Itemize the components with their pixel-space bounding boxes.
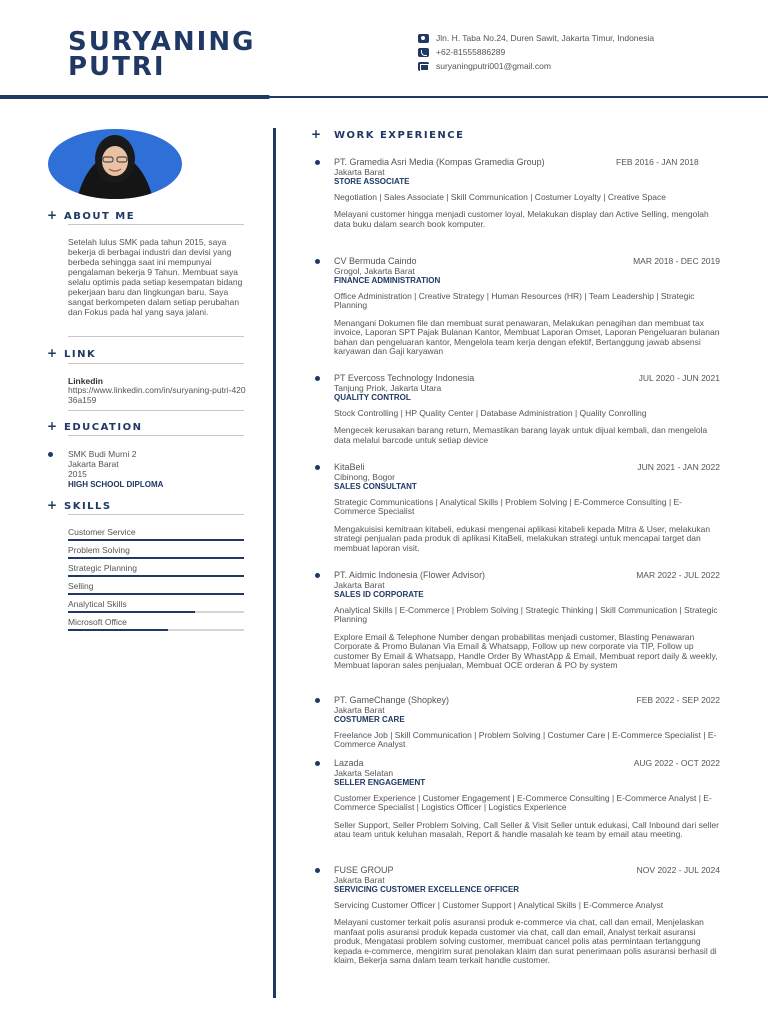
link-rule xyxy=(68,363,244,364)
job-entry xyxy=(334,257,720,357)
about-heading: + ABOUT ME xyxy=(47,208,136,222)
last-name: PUTRI xyxy=(68,52,166,82)
job-role: SALES CONSULTANT xyxy=(334,482,417,491)
job-location: Jakarta Barat xyxy=(334,166,385,177)
skills-rule xyxy=(68,514,244,515)
location-pin-icon xyxy=(418,34,429,43)
job-role: QUALITY CONTROL xyxy=(334,393,411,402)
job-role: SERVICING CUSTOMER EXCELLENCE OFFICER xyxy=(334,885,520,894)
work-experience-heading: + WORK EXPERIENCE xyxy=(311,127,465,141)
job-description: Explore Email & Telephone Number dengan probabilitas menjadi customer, Blasting Penawaran Corporate & Promo Bulanan Via Email & Whatsapp, Follow up new corporate via TIP, Follow up customer By Email & Whatsapp, Handle Order By WhastApp & Email, Membuat report daily & weekly, Membuat laporan sales penjualan, Membuat OCE orderan & PO by system xyxy=(334,631,718,670)
skills-heading: + SKILLS xyxy=(47,498,112,512)
job-location: Jakarta Barat xyxy=(334,579,385,590)
contact-email xyxy=(418,61,718,71)
contact-address xyxy=(418,33,718,43)
education-heading: + EDUCATION xyxy=(47,419,143,433)
job-bullet-icon xyxy=(315,761,320,766)
link-bottom-rule xyxy=(68,410,244,411)
job-company: PT Evercoss Technology Indonesia xyxy=(334,373,475,383)
job-skills: Customer Experience | Customer Engagement | E-Commerce Consulting | E-Commerce Analyst | E-Commerce Specialist | Logistics Officer | Logistics Experience xyxy=(334,792,712,812)
school-city: Jakarta Barat xyxy=(68,459,119,469)
job-bullet-icon xyxy=(315,868,320,873)
job-date: NOV 2022 - JUL 2024 xyxy=(636,865,720,875)
job-skills: Negotiation | Sales Associate | Skill Communication | Costumer Loyalty | Creative Space xyxy=(334,191,666,202)
about-bottom-rule xyxy=(68,336,244,337)
job-date: FEB 2022 - SEP 2022 xyxy=(636,695,720,705)
plus-icon: + xyxy=(47,208,59,222)
job-skills: Stock Controlling | HP Quality Center | Database Administration | Quality Conrolling xyxy=(334,407,647,418)
contact-block xyxy=(418,33,718,75)
job-description: Mengecek kerusakan barang return, Memastikan barang layak untuk dijual kembali, dan mengelola data melalui barcode untuk setiap device xyxy=(334,425,708,445)
job-description: Melayani customer hingga menjadi customer loyal, Melakukan display dan Active Selling, mengolah data buku dalam search book komputer. xyxy=(334,209,709,229)
column-divider xyxy=(273,128,276,998)
link-heading: + LINK xyxy=(47,346,97,360)
email-text: suryaningputri001@gmail.com xyxy=(436,61,551,71)
about-rule xyxy=(68,224,244,225)
plus-icon: + xyxy=(311,127,323,141)
job-description: Menangani Dokumen file dan membuat surat penawaran, Melakukan penagihan dan membuat tax invoice, Laporan SPT Pajak Bulanan Kantor, Membuat Laporan Omset, Laporan Pengeluaran bulanan bahan dan pengeluaran kantor, Mengelola team kerja dengan efektif, Bertanggung jawab absensi karyawan dan Gaji karyawan xyxy=(334,317,720,356)
education-rule xyxy=(68,435,244,436)
job-date: JUN 2021 - JAN 2022 xyxy=(637,462,720,472)
job-company: CV Bermuda Caindo xyxy=(334,256,417,266)
job-skills: Office Administration | Creative Strategy | Human Resources (HR) | Team Leadership | Strategic Planning xyxy=(334,290,695,310)
job-date: AUG 2022 - OCT 2022 xyxy=(633,758,720,768)
job-bullet-icon xyxy=(315,259,320,264)
job-bullet-icon xyxy=(315,573,320,578)
job-company: KitaBeli xyxy=(334,462,365,472)
job-entry xyxy=(334,463,720,553)
skill-item: Problem Solving xyxy=(68,545,244,563)
job-role: COSTUMER CARE xyxy=(334,715,405,724)
plus-icon: + xyxy=(47,419,59,433)
job-entry xyxy=(334,158,720,229)
job-location: Grogol, Jakarta Barat xyxy=(334,265,415,276)
job-description: Melayani customer terkait polis asuransi produk e-commerce via chat, call dan email, Menjelaskan manfaat polis asuransi produk kepada customer via chat, call dan email, Analyst terkait asuransi produk, Mengatasi problem solving customer, membuat cancel polis atas permintaan tertanggung kepada e-commerce, mengirim surat penolakan klaim dan surat penerimaan polis asuransi berhasil di klaim, Bekerja sama dalam team terkait handle customer. xyxy=(334,917,717,965)
job-entry xyxy=(334,571,720,671)
job-company: PT. Aidmic Indonesia (Flower Advisor) xyxy=(334,570,486,580)
skills-list xyxy=(68,527,244,635)
plus-icon: + xyxy=(47,498,59,512)
skill-item: Selling xyxy=(68,581,244,599)
education-entry xyxy=(68,449,248,490)
job-date: FEB 2016 - JAN 2018 xyxy=(616,157,699,167)
contact-phone xyxy=(418,47,718,57)
degree: HIGH SCHOOL DIPLOMA xyxy=(68,480,164,489)
school-name: SMK Budi Murni 2 xyxy=(68,449,137,459)
job-skills: Strategic Communications | Analytical Skills | Problem Solving | E-Commerce Consulting | E-Commerce Specialist xyxy=(334,496,683,516)
graduation-year: 2015 xyxy=(68,469,87,479)
job-company: PT. GameChange (Shopkey) xyxy=(334,695,450,705)
job-company: PT. Gramedia Asri Media (Kompas Gramedia Group) xyxy=(334,157,545,167)
job-location: Jakarta Barat xyxy=(334,874,385,885)
plus-icon: + xyxy=(47,346,59,360)
job-description: Seller Support, Seller Problem Solving, Call Seller & Visit Seller untuk edukasi, Call Inbound dari seller atau team untuk keluhan masalah, Report & handle masalah ke team by email atau meeting. xyxy=(334,819,719,839)
email-icon xyxy=(418,62,429,71)
education-bullet-icon xyxy=(48,452,53,457)
job-bullet-icon xyxy=(315,376,320,381)
job-entry xyxy=(334,759,720,840)
job-location: Cibinong, Bogor xyxy=(334,471,395,482)
skill-item: Analytical Skills xyxy=(68,599,244,617)
job-date: MAR 2022 - JUL 2022 xyxy=(636,570,720,580)
linkedin-label: Linkedin xyxy=(68,376,103,386)
skill-item: Customer Service xyxy=(68,527,244,545)
job-skills: Servicing Customer Officer | Customer Support | Analytical Skills | E-Commerce Analyst xyxy=(334,899,664,910)
phone-icon xyxy=(418,48,429,57)
phone-text: +62-81555886289 xyxy=(436,47,506,57)
job-date: JUL 2020 - JUN 2021 xyxy=(638,373,720,383)
job-description: Mengakuisisi kemitraan kitabeli, edukasi mengenai aplikasi kitabeli kepada Mitra & User, melakukan strategi penjualan pada produk di aplikasi KitaBeli, melakukan strategi untuk mencapai target dan membuat laporan visit. xyxy=(334,523,711,553)
job-entry xyxy=(334,696,720,750)
job-entry xyxy=(334,374,720,445)
job-skills: Freelance Job | Skill Communication | Problem Solving | Costumer Care | E-Commerce Specialist | E-Commerce Analyst xyxy=(334,729,717,749)
job-location: Tanjung Priok, Jakarta Utara xyxy=(334,382,442,393)
job-company: FUSE GROUP xyxy=(334,865,394,875)
candidate-name xyxy=(68,27,256,82)
job-role: SALES ID CORPORATE xyxy=(334,590,424,599)
job-role: FINANCE ADMINISTRATION xyxy=(334,276,441,285)
job-date: MAR 2018 - DEC 2019 xyxy=(633,256,720,266)
job-bullet-icon xyxy=(315,160,320,165)
job-role: STORE ASSOCIATE xyxy=(334,177,410,186)
skill-item: Strategic Planning xyxy=(68,563,244,581)
job-bullet-icon xyxy=(315,465,320,470)
header-divider xyxy=(0,96,768,98)
about-text: Setelah lulus SMK pada tahun 2015, saya bekerja di berbagai industri dan devisi yang berbeda sehingga saat ini mempunyai pengalaman bekerja 9 Tahun. Membuat saya selalu optimis pada setiap kesempatan bidang pekerjaan baru dan lingkungan baru. Saya sangat berkompeten dalam setiap perubahan dan Fokus pada hal yang saya jalani. xyxy=(68,237,243,317)
job-location: Jakarta Barat xyxy=(334,704,385,715)
job-skills: Analytical Skills | E-Commerce | Problem Solving | Strategic Thinking | Skill Communication | Strategic Planning xyxy=(334,604,718,624)
job-bullet-icon xyxy=(315,698,320,703)
job-location: Jakarta Selatan xyxy=(334,767,394,778)
job-company: Lazada xyxy=(334,758,364,768)
linkedin-url[interactable]: https://www.linkedin.com/in/suryaning-putri-42036a159 xyxy=(68,385,246,405)
first-name: SURYANING xyxy=(68,27,256,57)
address-text: Jln. H. Taba No.24, Duren Sawit, Jakarta Timur, Indonesia xyxy=(436,33,655,43)
skill-item: Microsoft Office xyxy=(68,617,244,635)
profile-photo xyxy=(47,129,183,199)
job-entry xyxy=(334,866,720,966)
job-role: SELLER ENGAGEMENT xyxy=(334,778,426,787)
